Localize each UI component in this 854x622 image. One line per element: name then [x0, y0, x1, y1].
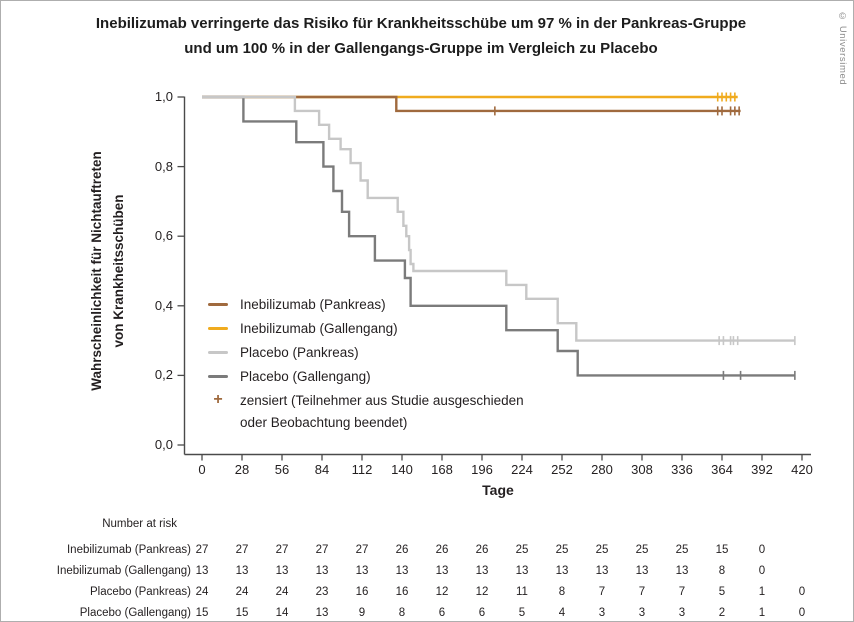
risk-value: 13	[355, 565, 369, 577]
risk-value: 16	[395, 586, 409, 598]
risk-row-label: Placebo (Pankreas)	[90, 586, 191, 598]
censor-marks	[495, 93, 795, 380]
risk-value: 13	[435, 565, 449, 577]
legend-line-swatch-lightgray	[208, 351, 228, 354]
risk-value: 0	[758, 565, 766, 577]
censored-plus-icon: +	[213, 391, 223, 408]
risk-value: 25	[675, 544, 689, 556]
risk-value: 5	[518, 607, 526, 619]
risk-value: 11	[516, 586, 528, 598]
risk-value: 4	[558, 607, 566, 619]
risk-value: 3	[678, 607, 686, 619]
risk-value: 3	[598, 607, 606, 619]
risk-value: 0	[758, 544, 766, 556]
x-tick-label: 336	[671, 462, 693, 477]
risk-value: 12	[435, 586, 449, 598]
risk-value: 7	[678, 586, 686, 598]
legend-item-inebilizumab-pankreas	[208, 292, 524, 316]
legend-line-swatch-brown	[208, 303, 228, 306]
risk-value: 25	[635, 544, 649, 556]
risk-value: 0	[798, 586, 806, 598]
legend-item-placebo-gallengang	[208, 364, 524, 388]
x-tick-label: 224	[511, 462, 533, 477]
x-tick-label: 252	[551, 462, 573, 477]
risk-value: 13	[555, 565, 569, 577]
risk-value: 8	[558, 586, 566, 598]
risk-table-heading: Number at risk	[102, 518, 177, 530]
chart-title-line2: und um 100 % in der Gallengangs-Gruppe im Vergleich zu Placebo	[184, 40, 658, 57]
x-tick-label: 364	[711, 462, 733, 477]
y-axis-label	[86, 91, 132, 451]
x-tick-label: 196	[471, 462, 493, 477]
legend-label-censored-line2: oder Beobachtung beendet)	[240, 415, 408, 430]
risk-value: 8	[398, 607, 406, 619]
risk-value: 13	[395, 565, 409, 577]
risk-value: 27	[315, 544, 329, 556]
risk-row-label: Inebilizumab (Pankreas)	[66, 544, 191, 556]
risk-value: 25	[595, 544, 609, 556]
risk-value: 2	[718, 607, 726, 619]
risk-value: 9	[358, 607, 366, 619]
legend-line-swatch-darkgray	[208, 375, 228, 378]
risk-value: 13	[195, 565, 209, 577]
risk-value: 26	[435, 544, 449, 556]
x-tick-label: 0	[198, 462, 206, 477]
risk-value: 0	[798, 607, 806, 619]
x-tick-label: 168	[431, 462, 453, 477]
risk-value: 14	[275, 607, 289, 619]
risk-row-label: Placebo (Gallengang)	[79, 607, 191, 619]
y-tick-label: 0,6	[154, 228, 173, 244]
risk-value: 13	[675, 565, 689, 577]
y-tick-label: 0,2	[154, 367, 173, 383]
risk-value: 26	[475, 544, 489, 556]
x-tick-label: 420	[791, 462, 813, 477]
risk-value: 13	[235, 565, 249, 577]
risk-value: 24	[195, 586, 209, 598]
x-tick-label: 280	[591, 462, 613, 477]
risk-value: 6	[438, 607, 446, 619]
risk-value: 13	[275, 565, 289, 577]
y-tick-label: 0,8	[154, 158, 173, 174]
risk-value: 25	[555, 544, 569, 556]
risk-value: 25	[515, 544, 529, 556]
chart-title-line1: Inebilizumab verringerte das Risiko für Krankheitsschübe um 97 % in der Pankreas-Gruppe	[95, 15, 747, 32]
risk-value: 27	[195, 544, 209, 556]
risk-value: 16	[355, 586, 369, 598]
x-tick-label: 112	[351, 462, 373, 477]
y-tick-label: 0,0	[154, 437, 173, 452]
risk-value: 13	[475, 565, 489, 577]
risk-value: 8	[718, 565, 726, 577]
x-tick-label: 84	[314, 462, 330, 477]
legend-label: Placebo (Gallengang)	[240, 368, 371, 384]
risk-value: 7	[598, 586, 606, 598]
risk-value: 27	[275, 544, 289, 556]
y-axis-label-line1: Wahrscheinlichkeit für Nichtauftreten	[89, 151, 104, 391]
risk-value: 24	[275, 586, 289, 598]
x-tick-label: 308	[631, 462, 653, 477]
risk-value: 13	[635, 565, 649, 577]
x-tick-label: 392	[751, 462, 773, 477]
risk-value: 15	[715, 544, 729, 556]
risk-value: 13	[595, 565, 609, 577]
risk-value: 27	[355, 544, 369, 556]
x-tick-label: 28	[234, 462, 250, 477]
y-tick-label: 1,0	[154, 89, 173, 104]
x-axis-label: Tage	[482, 482, 514, 498]
series-path-0	[202, 97, 741, 111]
copyright-watermark: © Universimed	[837, 11, 848, 86]
x-tick-label: 140	[391, 462, 413, 477]
legend-item-censored	[208, 388, 524, 412]
risk-value: 24	[235, 586, 249, 598]
risk-value: 23	[315, 586, 329, 598]
risk-value: 26	[395, 544, 409, 556]
risk-row-label: Inebilizumab (Gallengang)	[56, 565, 191, 577]
legend-label-censored-line1: zensiert (Teilnehmer aus Studie ausgeschieden	[240, 392, 524, 408]
risk-value: 15	[235, 607, 249, 619]
legend-label: Placebo (Pankreas)	[240, 344, 359, 360]
legend-item-inebilizumab-gallengang	[208, 316, 524, 340]
chart-legend	[208, 292, 524, 434]
risk-value: 13	[515, 565, 529, 577]
legend-label: Inebilizumab (Gallengang)	[240, 320, 398, 336]
risk-value: 15	[195, 607, 209, 619]
x-tick-label: 56	[274, 462, 290, 477]
risk-value: 6	[478, 607, 486, 619]
risk-value: 13	[315, 607, 329, 619]
risk-value: 5	[718, 586, 726, 598]
risk-value: 12	[475, 586, 489, 598]
y-tick-label: 0,4	[154, 297, 173, 313]
risk-value: 1	[758, 607, 766, 619]
risk-value: 7	[638, 586, 646, 598]
legend-item-placebo-pankreas	[208, 340, 524, 364]
risk-value: 13	[315, 565, 329, 577]
y-axis-label-line2: von Krankheitsschüben	[111, 194, 126, 348]
risk-value: 3	[638, 607, 646, 619]
legend-label: Inebilizumab (Pankreas)	[240, 296, 386, 312]
risk-value: 27	[235, 544, 249, 556]
risk-value: 1	[758, 586, 766, 598]
legend-line-swatch-yellow	[208, 327, 228, 330]
